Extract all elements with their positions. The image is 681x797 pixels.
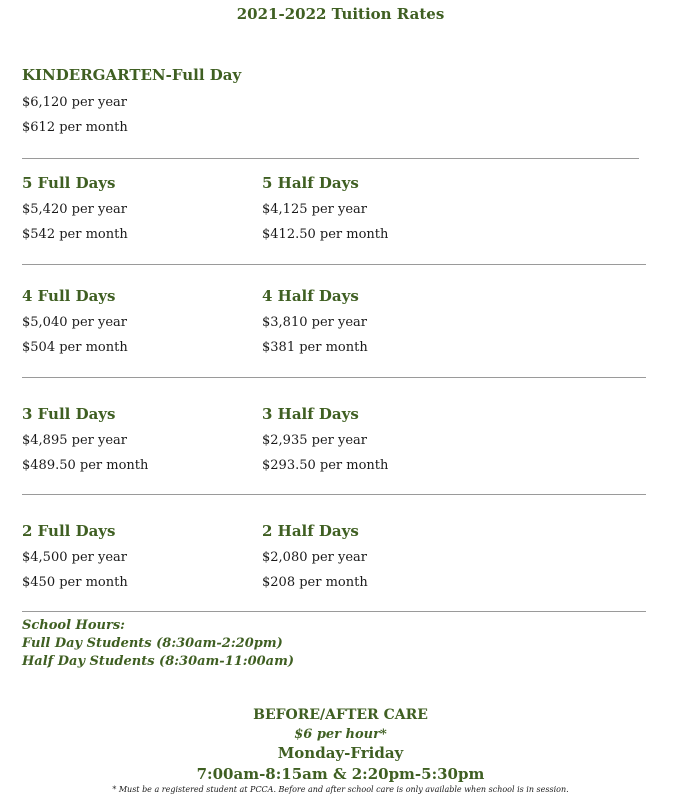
two-half-days-per-year: $2,080 per year [262,550,367,565]
two-full-days-per-month: $450 per month [22,575,128,590]
five-half-days-per-year: $4,125 per year [262,202,367,217]
care-footnote: * Must be a registered student at PCCA. Before and after school care is only available when school is in session. [112,785,569,794]
care-rate: $6 per hour* [294,727,387,742]
four-full-days-heading: 4 Full Days [22,287,116,305]
half-day-hours: Half Day Students (8:30am-11:00am) [22,654,295,669]
five-full-days-per-month: $542 per month [22,227,128,242]
divider [22,494,646,495]
five-full-days-per-year: $5,420 per year [22,202,127,217]
care-days: Monday-Friday [277,744,404,762]
kindergarten-per-month: $612 per month [22,120,128,135]
three-full-days-per-month: $489.50 per month [22,458,149,473]
two-full-days-per-year: $4,500 per year [22,550,127,565]
four-half-days-per-month: $381 per month [262,340,368,355]
four-half-days-per-year: $3,810 per year [262,315,367,330]
kindergarten-heading: KINDERGARTEN-Full Day [22,66,242,84]
care-times: 7:00am-8:15am & 2:20pm-5:30pm [196,765,485,783]
two-full-days-heading: 2 Full Days [22,522,116,540]
full-day-hours: Full Day Students (8:30am-2:20pm) [22,636,283,651]
three-half-days-heading: 3 Half Days [262,405,359,423]
three-half-days-per-year: $2,935 per year [262,433,367,448]
three-full-days-heading: 3 Full Days [22,405,116,423]
five-full-days-heading: 5 Full Days [22,174,116,192]
school-hours-label: School Hours: [22,618,125,633]
divider [22,611,646,612]
kindergarten-per-year: $6,120 per year [22,95,127,110]
page-title: 2021-2022 Tuition Rates [236,5,445,23]
five-half-days-heading: 5 Half Days [262,174,359,192]
three-half-days-per-month: $293.50 per month [262,458,389,473]
four-half-days-heading: 4 Half Days [262,287,359,305]
care-heading: BEFORE/AFTER CARE [253,707,428,723]
five-half-days-per-month: $412.50 per month [262,227,389,242]
four-full-days-per-year: $5,040 per year [22,315,127,330]
divider [22,158,639,159]
four-full-days-per-month: $504 per month [22,340,128,355]
divider [22,264,646,265]
two-half-days-per-month: $208 per month [262,575,368,590]
three-full-days-per-year: $4,895 per year [22,433,127,448]
divider [22,377,646,378]
two-half-days-heading: 2 Half Days [262,522,359,540]
